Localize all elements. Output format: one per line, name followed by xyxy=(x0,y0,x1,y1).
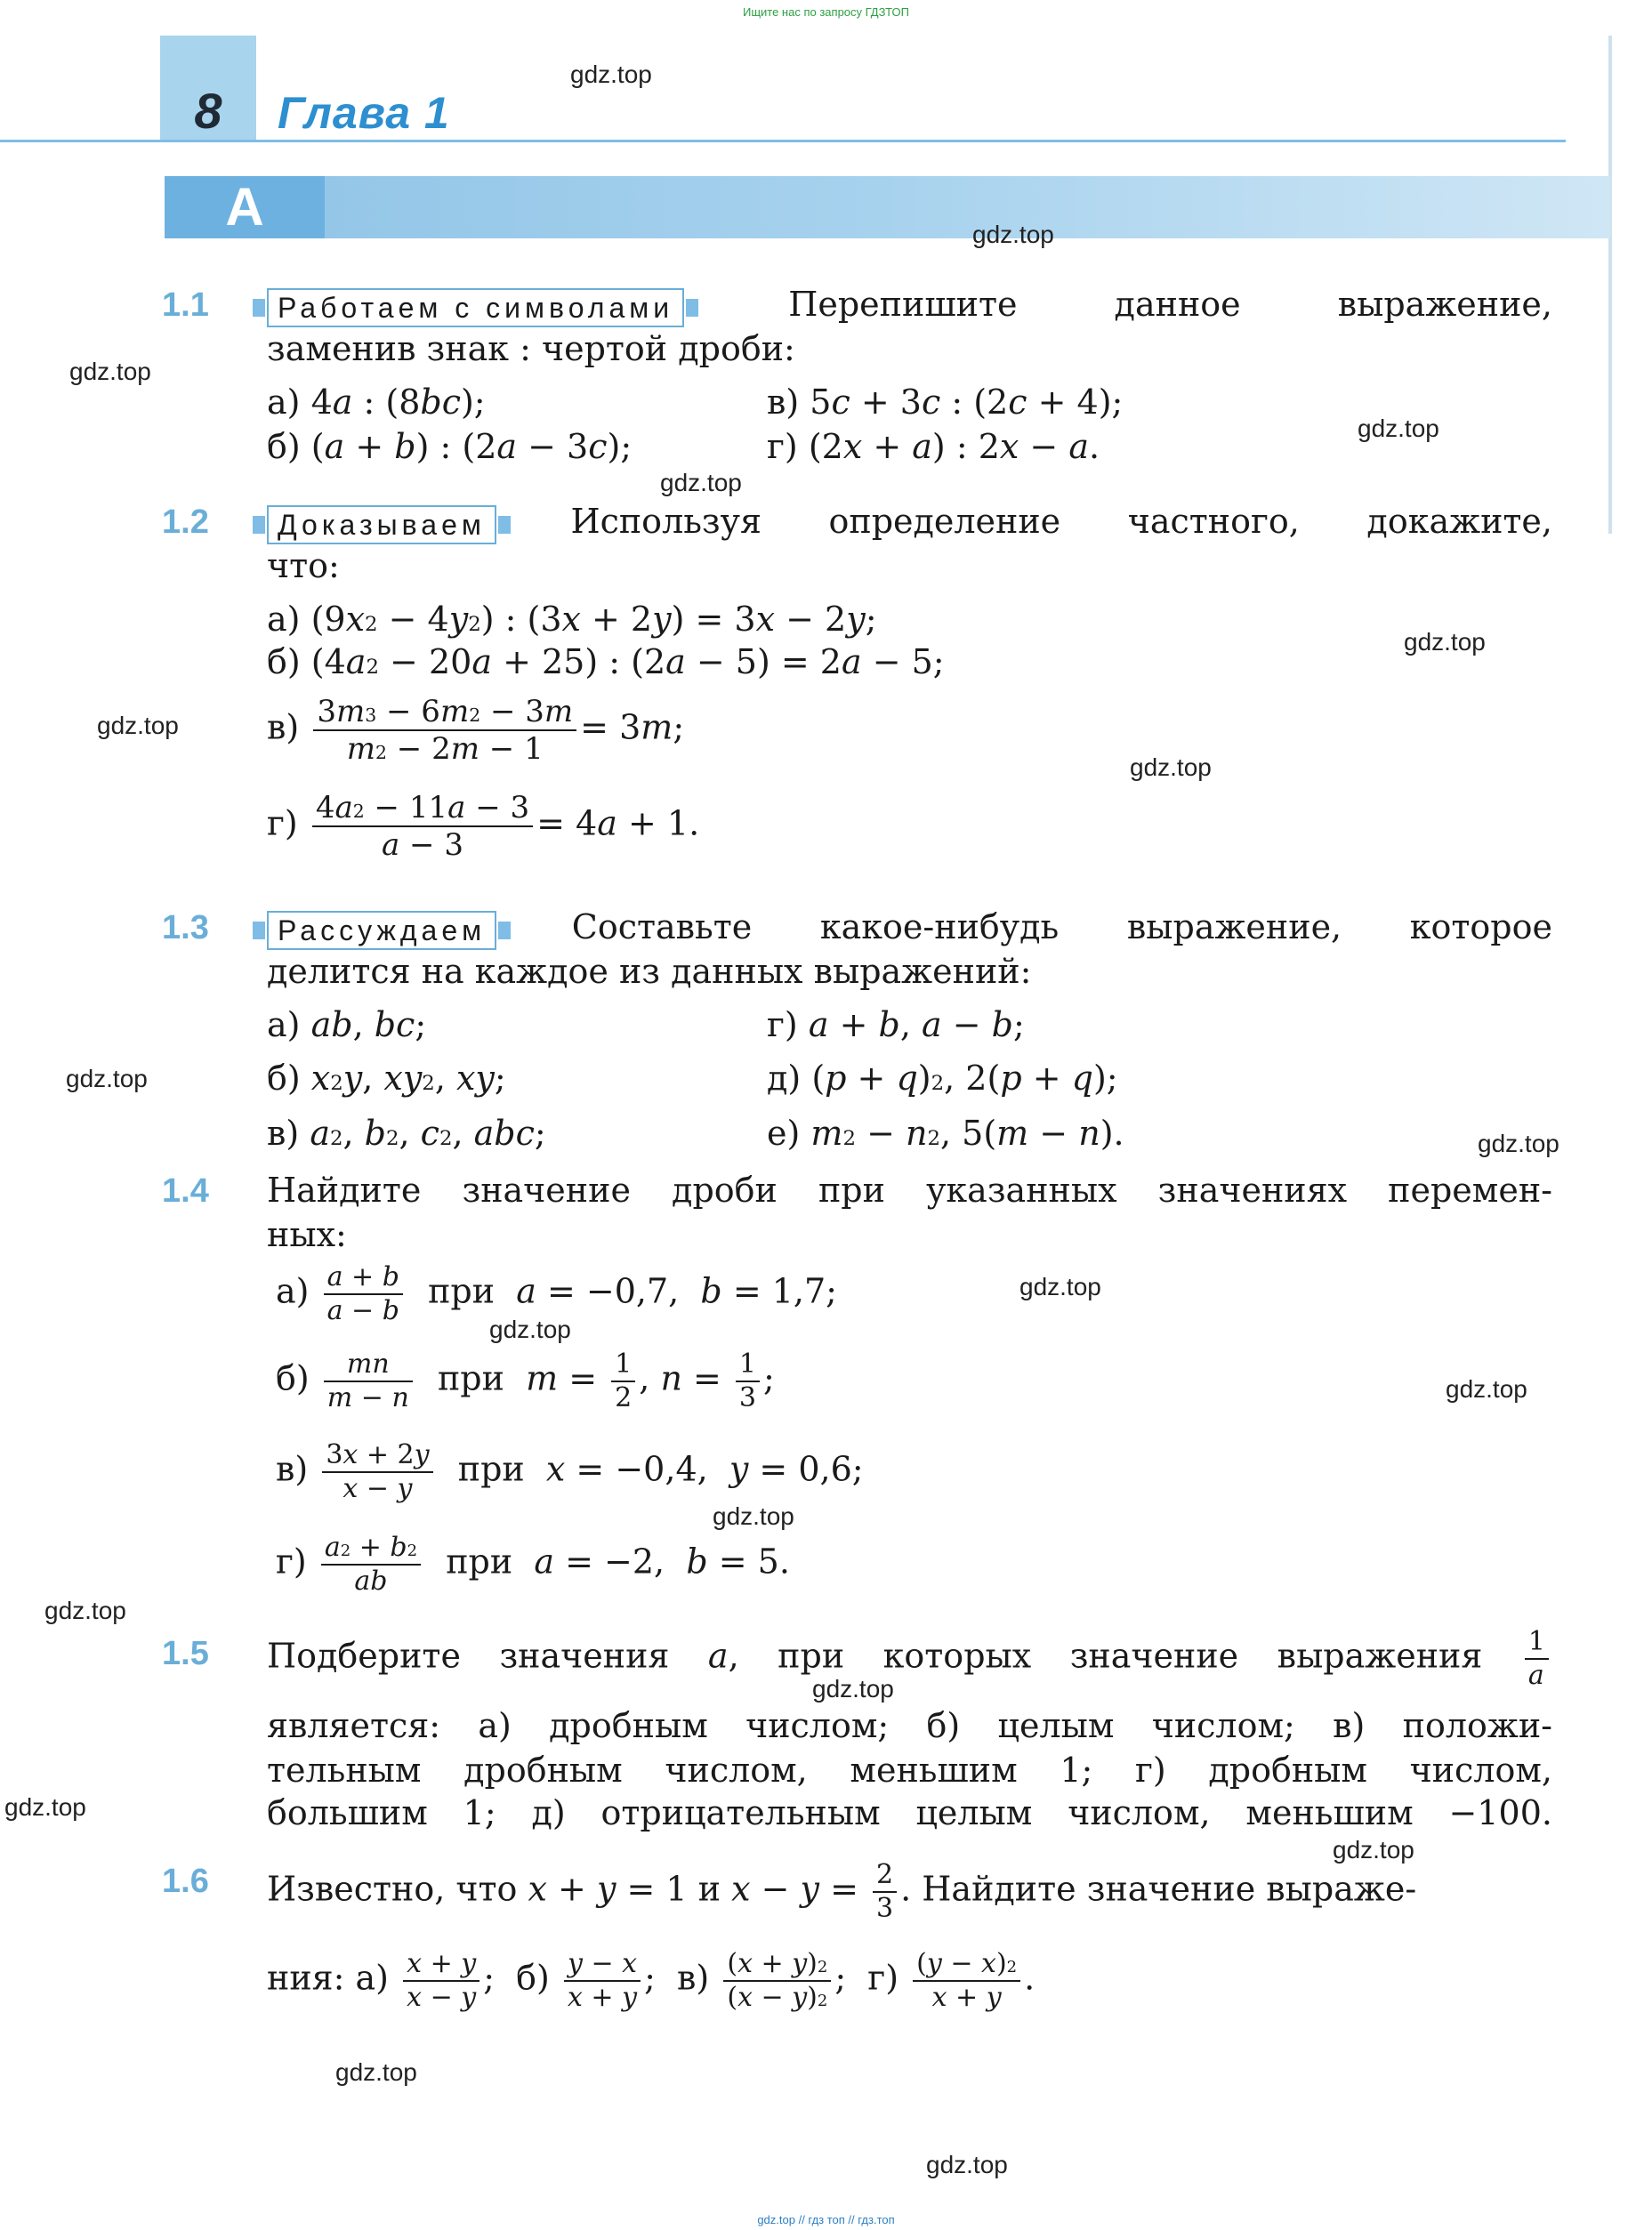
footer-note: gdz.top // гдз топ // гдз.топ xyxy=(757,2213,895,2226)
exercise-1-3-item-a: а) ab, bc; xyxy=(267,1005,427,1044)
exercise-number: 1.3 xyxy=(162,909,209,946)
section-band xyxy=(165,176,1610,238)
watermark: gdz.top xyxy=(1130,753,1212,781)
watermark: gdz.top xyxy=(660,469,742,496)
exercise-1-4-item-c: в) $\frac{3x + 2y}{x - y}$ при x = −0,4, y = 0,6; xyxy=(276,1439,864,1504)
header-rule xyxy=(0,140,1566,142)
exercise-1-4-line-2: ных: xyxy=(267,1215,347,1254)
exercise-1-5-line-1: Подберите значения a, при которых значение выражения $\frac{1}{a}$ xyxy=(267,1626,1552,1692)
watermark: gdz.top xyxy=(570,60,652,88)
watermark: gdz.top xyxy=(66,1065,148,1092)
exercise-1-2-line-2: что: xyxy=(267,546,340,585)
exercise-1-5-line-3: тельным дробным числом, меньшим 1; г) дробным числом, xyxy=(267,1751,1552,1790)
watermark: gdz.top xyxy=(69,358,151,385)
exercise-1-3-item-b: б) $x^2y$, $xy^2$, xy; xyxy=(267,1059,506,1098)
watermark: gdz.top xyxy=(1446,1375,1527,1403)
exercise-1-3-item-d: г) a + b, a − b; xyxy=(767,1005,1025,1044)
watermark: gdz.top xyxy=(1358,415,1439,442)
exercise-1-1-item-a: а) 4a : (8bc); xyxy=(267,382,486,422)
exercise-1-3-item-e: д) $(p + q)^2$, 2(p + q); xyxy=(767,1059,1118,1098)
watermark: gdz.top xyxy=(4,1793,86,1821)
exercise-1-2-item-d: г) $\frac{4a^2 - 11a - 3}{a - 3}$ = 4a + 1. xyxy=(267,790,700,863)
watermark: gdz.top xyxy=(1404,628,1486,656)
watermark: gdz.top xyxy=(972,221,1054,248)
watermark: gdz.top xyxy=(1333,1836,1414,1864)
exercise-1-1-item-d: г) (2x + a) : 2x − a. xyxy=(767,427,1100,466)
section-letter: А xyxy=(165,176,325,238)
page-number: 8 xyxy=(194,83,222,139)
top-note: Ищите нас по запросу ГДЗТОП xyxy=(742,5,909,19)
exercise-badge: Доказываем xyxy=(267,505,496,544)
watermark: gdz.top xyxy=(335,2058,417,2086)
watermark: gdz.top xyxy=(489,1316,571,1343)
exercise-1-1-line-2: заменив знак : чертой дроби: xyxy=(267,329,795,368)
watermark: gdz.top xyxy=(97,712,179,739)
chapter-title: Глава 1 xyxy=(278,88,450,138)
exercise-1-4-item-a: а) $\frac{a + b}{a - b}$ при a = −0,7, b = 1,7; xyxy=(276,1261,837,1326)
exercise-1-1-line-1: Работаем с символами Перепишите данное выражение, xyxy=(267,283,1552,327)
exercise-number: 1.5 xyxy=(162,1635,209,1672)
exercise-1-3-line-1: Рассуждаем Составьте какое-нибудь выражение, которое xyxy=(267,906,1552,950)
exercise-badge: Рассуждаем xyxy=(267,911,496,950)
exercise-1-4-line-1: Найдите значение дроби при указанных значениях перемен- xyxy=(267,1171,1552,1210)
exercise-1-1-item-b: б) (a + b) : (2a − 3c); xyxy=(267,427,633,466)
exercise-number: 1.1 xyxy=(162,286,209,324)
exercise-1-6-line-1: Известно, что x + y = 1 и x − y = $\frac{2}{3}$ . Найдите значение выраже- xyxy=(267,1859,1417,1924)
exercise-badge: Работаем с символами xyxy=(267,288,684,327)
watermark: gdz.top xyxy=(44,1597,126,1624)
exercise-1-1-item-c: в) 5c + 3c : (2c + 4); xyxy=(767,382,1124,422)
exercise-1-4-item-d: г) $\frac{a^2 + b^2}{ab}$ при a = −2, b = 5. xyxy=(276,1532,790,1597)
exercise-1-2-item-b: б) $(4a^2 - 20a + 25)$ : (2a − 5) = 2a − 5; xyxy=(267,642,945,681)
exercise-number: 1.2 xyxy=(162,503,209,541)
exercise-1-2-item-a: а) $(9x^2 - 4y^2)$ : (3x + 2y) = 3x − 2y; xyxy=(267,600,877,639)
exercise-1-4-item-b: б) $\frac{mn}{m - n}$ при m = $\frac{1}{2}$ , n = $\frac{1}{3}$ ; xyxy=(276,1348,775,1413)
watermark: gdz.top xyxy=(926,2151,1008,2178)
watermark: gdz.top xyxy=(1019,1273,1101,1300)
exercise-number: 1.4 xyxy=(162,1172,209,1210)
exercise-1-6-line-2: ния: а) $\frac{x + y}{x - y}$ ; б) $\frac{y - x}{x + y}$ ; в) $\frac{(x + y)^2}{(x - y)^2}$ ; г) $\frac{(y - x)^2}{x + y}$ . xyxy=(267,1948,1036,2013)
exercise-1-3-item-f: е) $m^2 - n^2$, 5(m − n). xyxy=(767,1114,1124,1153)
exercise-1-3-line-2: делится на каждое из данных выражений: xyxy=(267,952,1032,991)
exercise-1-2-item-c: в) $\frac{3m^3 - 6m^2 - 3m}{m^2 - 2m - 1}$ = 3m; xyxy=(267,694,685,767)
exercise-number: 1.6 xyxy=(162,1863,209,1900)
exercise-1-2-line-1: Доказываем Используя определение частного, докажите, xyxy=(267,500,1552,544)
watermark: gdz.top xyxy=(1478,1130,1559,1157)
exercise-1-3-item-c: в) $a^2$, $b^2$, $c^2$, abc; xyxy=(267,1114,546,1153)
watermark: gdz.top xyxy=(812,1675,894,1703)
exercise-1-5-line-4: большим 1; д) отрицательным целым числом, меньшим −100. xyxy=(267,1793,1552,1832)
watermark: gdz.top xyxy=(713,1502,794,1530)
page-edge xyxy=(1608,36,1612,534)
exercise-1-5-line-2: является: а) дробным числом; б) целым числом; в) положи- xyxy=(267,1706,1552,1745)
